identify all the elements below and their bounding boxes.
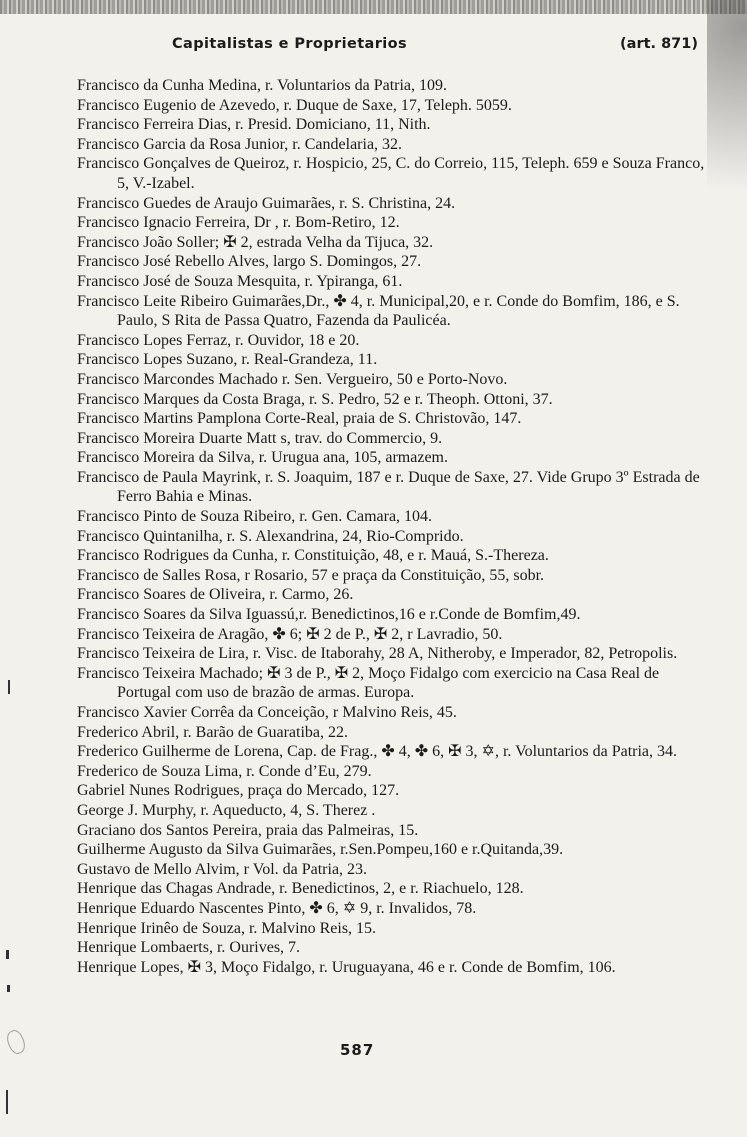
directory-entry: Francisco Lopes Suzano, r. Real-Grandeza, 11. bbox=[77, 351, 378, 369]
margin-mark bbox=[6, 1090, 8, 1114]
directory-entry: Frederico Guilherme de Lorena, Cap. de Frag., ✤ 4, ✤ 6, ✠ 3, ✡, r. Voluntarios da Patria, 34. bbox=[77, 743, 678, 761]
directory-entry: George J. Murphy, r. Aqueducto, 4, S. Therez . bbox=[77, 801, 376, 819]
directory-entry: Francisco de Paula Mayrink, r. S. Joaquim, 187 e r. Duque de Saxe, 27. Vide Grupo 3º Estrada de Ferro Bahia e Minas. bbox=[77, 468, 700, 506]
directory-entry: Francisco Moreira da Silva, r. Urugua ana, 105, armazem. bbox=[77, 449, 448, 467]
directory-entry: Graciano dos Santos Pereira, praia das Palmeiras, 15. bbox=[77, 821, 419, 839]
directory-entry: Francisco de Salles Rosa, r Rosario, 57 e praça da Constituição, 55, sobr. bbox=[77, 566, 545, 584]
directory-entry: Francisco Garcia da Rosa Junior, r. Candelaria, 32. bbox=[77, 135, 403, 153]
directory-entry: Francisco Eugenio de Azevedo, r. Duque de Saxe, 17, Teleph. 5059. bbox=[77, 96, 512, 114]
header-article-ref: (art. 871) bbox=[620, 36, 698, 52]
entry-list bbox=[77, 76, 705, 977]
page-stain bbox=[707, 0, 747, 260]
directory-entry: Francisco Soares de Oliveira, r. Carmo, 26. bbox=[77, 586, 354, 604]
directory-entry: Francisco Marques da Costa Braga, r. S. Pedro, 52 e r. Theoph. Ottoni, 37. bbox=[77, 390, 553, 408]
directory-entry: Henrique Eduardo Nascentes Pinto, ✤ 6, ✡ 9, r. Invalidos, 78. bbox=[77, 899, 477, 917]
directory-entry: Henrique Lopes, ✠ 3, Moço Fidalgo, r. Uruguayana, 46 e r. Conde de Bomfim, 106. bbox=[77, 958, 616, 976]
directory-entry: Henrique das Chagas Andrade, r. Benedictinos, 2, e r. Riachuelo, 128. bbox=[77, 880, 524, 898]
directory-entry: Francisco Xavier Corrêa da Conceição, r Malvino Reis, 45. bbox=[77, 704, 457, 721]
directory-entry: Francisco Pinto de Souza Ribeiro, r. Gen. Camara, 104. bbox=[77, 508, 433, 526]
directory-entry: Henrique Lombaerts, r. Ourives, 7. bbox=[77, 939, 301, 957]
directory-entry: Francisco Quintanilha, r. S. Alexandrina, 24, Rio-Comprido. bbox=[77, 527, 464, 545]
directory-entry: Francisco Moreira Duarte Matt s, trav. do Commercio, 9. bbox=[77, 429, 443, 447]
page-header bbox=[76, 36, 706, 58]
directory-entry: Francisco Soares da Silva Iguassú,r. Benedictinos,16 e r.Conde de Bomfim,49. bbox=[77, 606, 581, 624]
directory-entry: Francisco Rodrigues da Cunha, r. Constituição, 48, e r. Mauá, S.-Thereza. bbox=[77, 547, 549, 565]
directory-entry: Francisco Ignacio Ferreira, Dr , r. Bom-Retiro, 12. bbox=[77, 214, 400, 232]
margin-ornament bbox=[4, 1028, 29, 1057]
directory-entry: Francisco Martins Pamplona Corte-Real, praia de S. Christovão, 147. bbox=[77, 410, 522, 428]
directory-entry: Francisco Lopes Ferraz, r. Ouvidor, 18 e 20. bbox=[77, 331, 360, 349]
margin-mark bbox=[6, 950, 9, 959]
page-top-edge bbox=[0, 0, 747, 14]
directory-entry: Francisco Teixeira de Lira, r. Visc. de Itaborahy, 28 A, Nitheroby, e Imperador, 82, Petropolis. bbox=[77, 645, 678, 663]
directory-entry: Francisco Gonçalves de Queiroz, r. Hospicio, 25, C. do Correio, 115, Teleph. 659 e Souza Franco, 5, V.-Izabel. bbox=[77, 155, 705, 192]
directory-entry: Francisco Teixeira Machado; ✠ 3 de P., ✠ 2, Moço Fidalgo com exercicio na Casa Real de Portugal com uso de brazão de armas. Europa. bbox=[77, 664, 660, 702]
directory-entry: Frederico de Souza Lima, r. Conde d’Eu, 279. bbox=[77, 762, 372, 780]
directory-entry: Francisco José Rebello Alves, largo S. Domingos, 27. bbox=[77, 253, 422, 271]
margin-mark bbox=[8, 680, 10, 694]
directory-entry: Henrique Irinêo de Souza, r. Malvino Reis, 15. bbox=[77, 919, 377, 937]
directory-entry: Gabriel Nunes Rodrigues, praça do Mercado, 127. bbox=[77, 782, 400, 800]
directory-entry: Francisco Ferreira Dias, r. Presid. Domiciano, 11, Nith. bbox=[77, 116, 431, 134]
directory-entry: Gustavo de Mello Alvim, r Vol. da Patria, 23. bbox=[77, 860, 368, 878]
directory-entry: Francisco José de Souza Mesquita, r. Ypiranga, 61. bbox=[77, 272, 403, 290]
directory-entry: Guilherme Augusto da Silva Guimarães, r.Sen.Pompeu,160 e r.Quitanda,39. bbox=[77, 841, 564, 859]
margin-mark bbox=[7, 985, 10, 992]
page-number: 587 bbox=[340, 1041, 375, 1059]
directory-entry: Francisco Leite Ribeiro Guimarães,Dr., ✤ 4, r. Municipal,20, e r. Conde do Bomfim, 186, e S. Paulo, S Rita de Passa Quatro, Fazenda da Paulicéa. bbox=[77, 292, 680, 330]
directory-entry: Francisco da Cunha Medina, r. Voluntarios da Patria, 109. bbox=[77, 77, 448, 94]
directory-entry: Francisco Guedes de Araujo Guimarães, r. S. Christina, 24. bbox=[77, 194, 456, 212]
header-title: Capitalistas e Proprietarios bbox=[172, 36, 408, 52]
directory-entry: Francisco João Soller; ✠ 2, estrada Velha da Tijuca, 32. bbox=[77, 233, 434, 251]
directory-entry: Francisco Teixeira de Aragão, ✤ 6; ✠ 2 de P., ✠ 2, r Lavradio, 50. bbox=[77, 625, 503, 643]
directory-entry: Francisco Marcondes Machado r. Sen. Vergueiro, 50 e Porto-Novo. bbox=[77, 370, 508, 388]
directory-entry: Frederico Abril, r. Barão de Guaratiba, 22. bbox=[77, 723, 349, 741]
